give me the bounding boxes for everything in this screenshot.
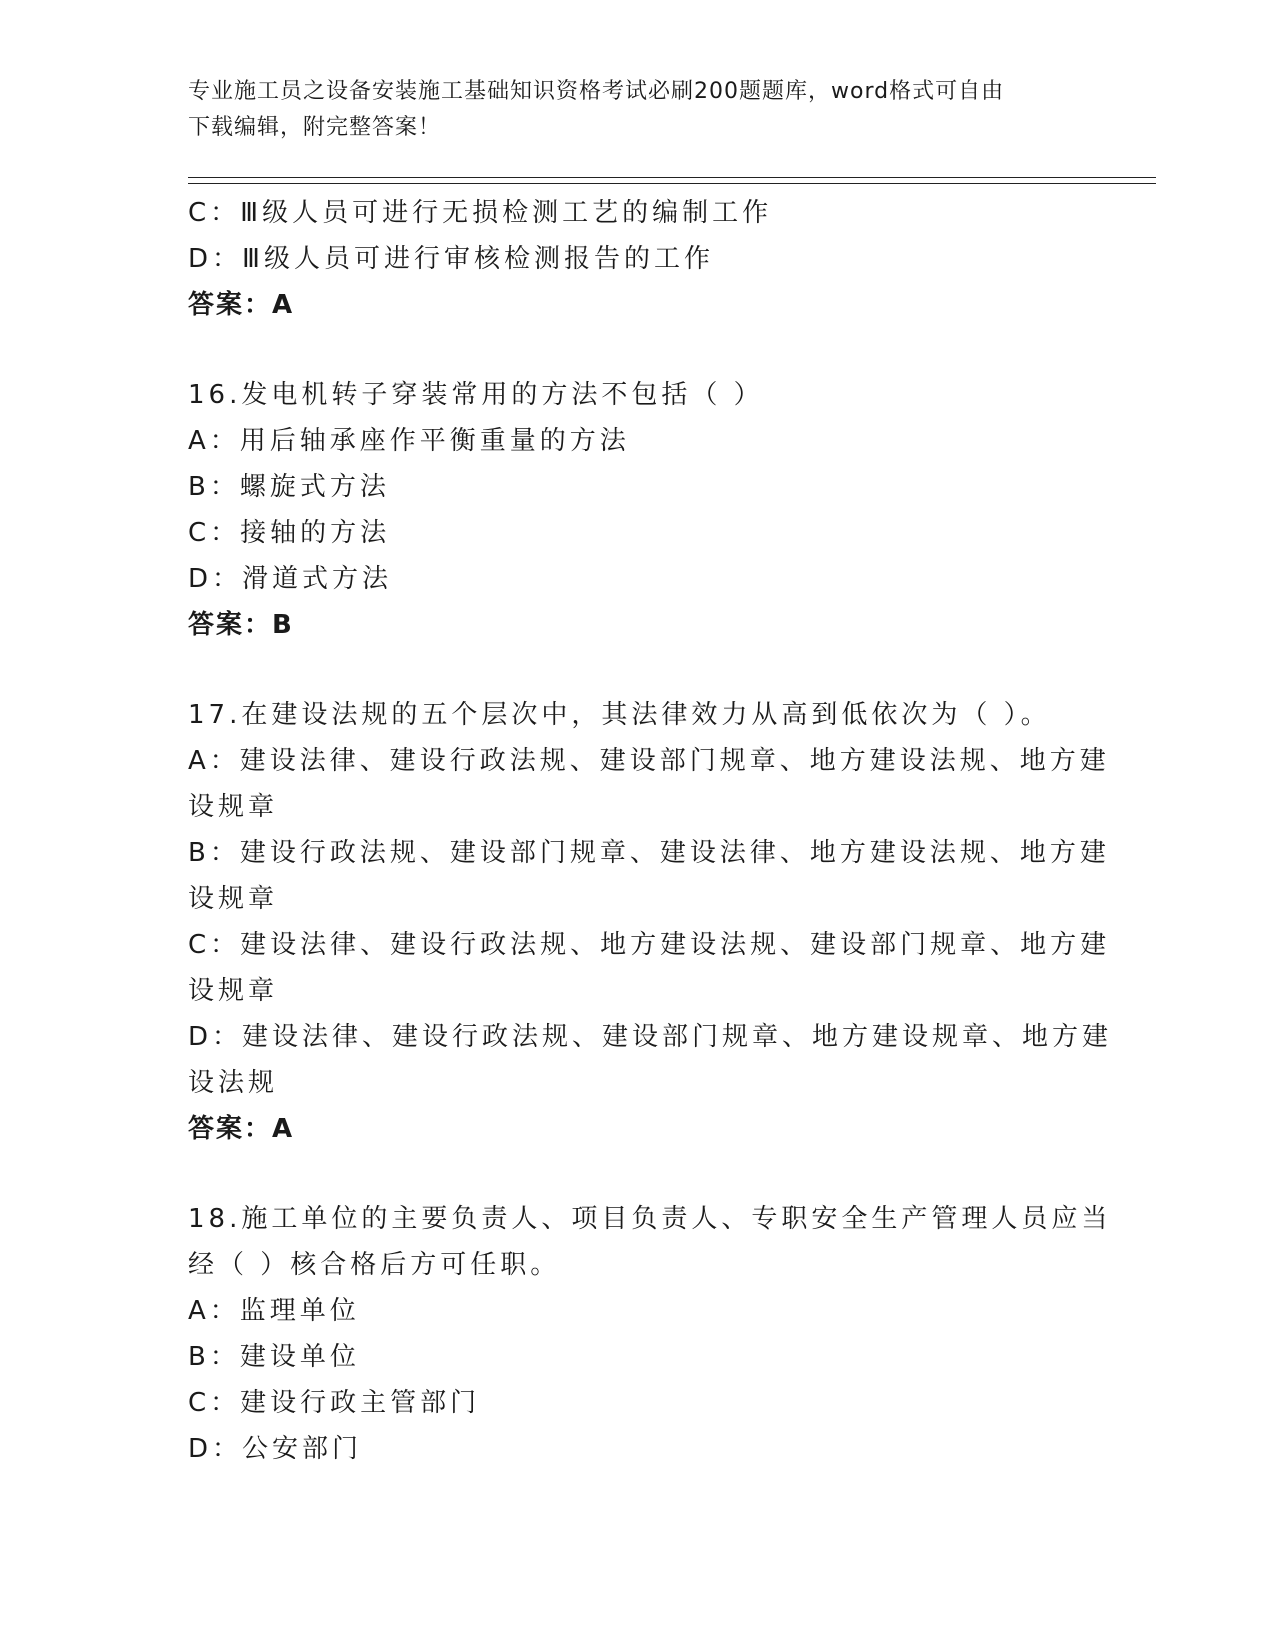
answer-label: 答案：B (188, 610, 294, 640)
header-divider-bottom (188, 183, 1156, 184)
option-d-line-2: 设法规 (188, 1068, 279, 1098)
question-list (188, 190, 1113, 1472)
option-d-line-1: D：建设法律、建设行政法规、建设部门规章、地方建设规章、地方建 (188, 1022, 1113, 1052)
answer-label: 答案：A (188, 1114, 295, 1144)
option-b: B：建设单位 (188, 1342, 360, 1372)
answer-label: 答案：A (188, 290, 295, 320)
question-stem: 16.发电机转子穿装常用的方法不包括（ ） (188, 380, 764, 410)
document-header (188, 74, 1068, 146)
spacer (188, 648, 1088, 692)
option-b: B：螺旋式方法 (188, 472, 390, 502)
option-a-line-2: 设规章 (188, 792, 279, 822)
option-c: C：建设行政主管部门 (188, 1388, 481, 1418)
option-a: A：用后轴承座作平衡重量的方法 (188, 426, 630, 456)
spacer (188, 1152, 1088, 1196)
option-d: D：滑道式方法 (188, 564, 393, 594)
question-17 (188, 692, 1113, 1152)
header-divider-top (188, 177, 1156, 178)
question-16 (188, 372, 1088, 648)
option-a-line-1: A：建设法律、建设行政法规、建设部门规章、地方建设法规、地方建 (188, 746, 1110, 776)
question-15-tail (188, 190, 1088, 328)
question-18 (188, 1196, 1112, 1472)
option-c: C：接轴的方法 (188, 518, 391, 548)
question-stem-line-1: 18.施工单位的主要负责人、项目负责人、专职安全生产管理人员应当 (188, 1204, 1112, 1234)
question-stem: 17.在建设法规的五个层次中，其法律效力从高到低依次为（ ）。 (188, 700, 1051, 730)
spacer (188, 328, 1088, 372)
option-b-line-2: 设规章 (188, 884, 279, 914)
option-d: D：Ⅲ级人员可进行审核检测报告的工作 (188, 244, 714, 274)
option-b-line-1: B：建设行政法规、建设部门规章、建设法律、地方建设法规、地方建 (188, 838, 1110, 868)
header-line-2: 下载编辑，附完整答案！ (188, 115, 442, 140)
question-stem-line-2: 经（ ）核合格后方可任职。 (188, 1250, 561, 1280)
option-c-line-1: C：建设法律、建设行政法规、地方建设法规、建设部门规章、地方建 (188, 930, 1111, 960)
option-c: C：Ⅲ级人员可进行无损检测工艺的编制工作 (188, 198, 773, 228)
option-c-line-2: 设规章 (188, 976, 279, 1006)
header-line-1: 专业施工员之设备安装施工基础知识资格考试必刷200题题库，word格式可自由 (188, 79, 1005, 104)
option-d: D：公安部门 (188, 1434, 363, 1464)
option-a: A：监理单位 (188, 1296, 360, 1326)
